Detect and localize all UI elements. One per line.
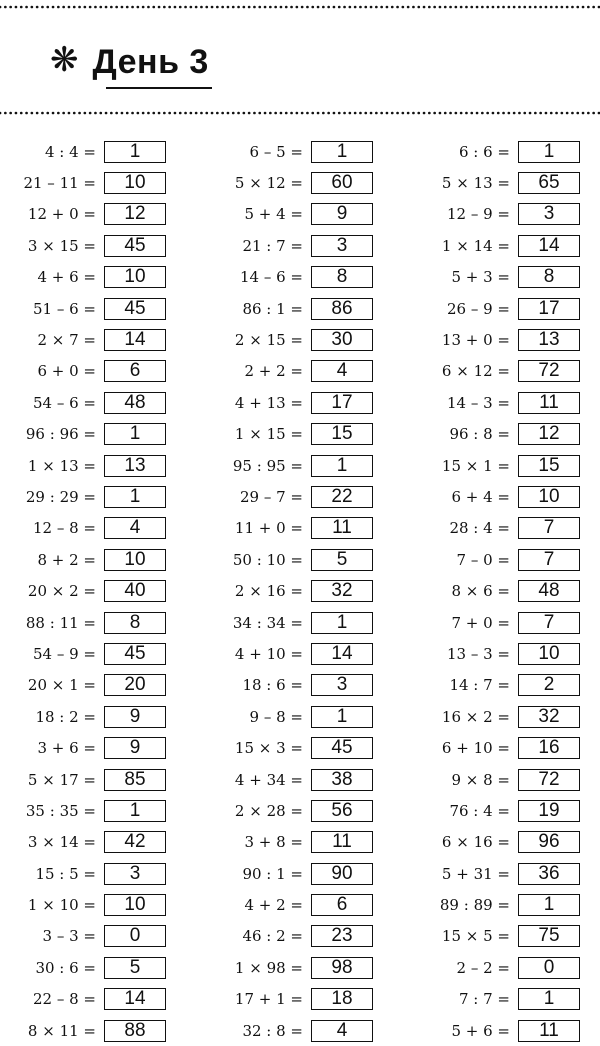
exercise-column-3 [414,136,600,1046]
answer-box[interactable]: 1 [518,988,580,1010]
answer-box[interactable]: 1 [311,455,373,477]
asterisk-icon: ❋ [50,40,79,80]
exercise-expression: 4 + 13 = [234,393,303,412]
answer-box[interactable]: 72 [518,769,580,791]
exercise-expression: 1 × 98 = [234,958,303,977]
exercise-expression: 5 + 6 = [451,1021,510,1040]
exercise-row [0,984,200,1015]
exercise-expression: 88 : 11 = [25,613,96,632]
answer-box[interactable]: 13 [518,329,580,351]
exercise-row [414,795,600,826]
exercise-row [414,952,600,983]
exercise-row [414,136,600,167]
exercise-row [414,324,600,355]
answer-box[interactable]: 48 [104,392,166,414]
exercise-row [207,952,407,983]
exercise-expression: 5 + 3 = [451,268,510,287]
exercise-expression: 2 × 16 = [234,582,303,601]
exercise-expression: 54 – 9 = [32,644,96,663]
answer-box[interactable]: 72 [518,360,580,382]
exercise-expression: 6 × 16 = [441,833,510,852]
answer-box[interactable]: 38 [311,769,373,791]
answer-box[interactable]: 75 [518,925,580,947]
exercise-expression: 3 + 6 = [37,739,96,758]
answer-box[interactable]: 1 [104,423,166,445]
day-header [50,34,209,90]
exercise-expression: 7 : 7 = [458,990,510,1009]
exercise-row [207,419,407,450]
exercise-expression: 89 : 89 = [439,896,510,915]
exercise-expression: 26 – 9 = [446,299,510,318]
exercise-row [414,921,600,952]
exercise-row [414,764,600,795]
answer-box[interactable]: 45 [311,737,373,759]
exercise-row [207,921,407,952]
dotted-border-top [0,4,600,10]
exercise-row [0,638,200,669]
exercise-row [207,827,407,858]
exercise-row [414,481,600,512]
exercise-row [0,481,200,512]
exercise-row [207,324,407,355]
exercise-expression: 1 × 13 = [27,456,96,475]
exercise-row [0,827,200,858]
answer-box[interactable]: 0 [518,957,580,979]
exercise-expression: 20 × 1 = [27,676,96,695]
exercise-row [207,1015,407,1046]
answer-box[interactable]: 10 [104,172,166,194]
exercise-expression: 3 × 14 = [27,833,96,852]
exercise-row [0,199,200,230]
answer-box[interactable]: 7 [518,612,580,634]
exercise-expression: 17 + 1 = [234,990,303,1009]
answer-box[interactable]: 85 [104,769,166,791]
answer-box[interactable]: 7 [518,517,580,539]
exercise-expression: 12 – 8 = [32,519,96,538]
exercise-row [207,575,407,606]
exercise-expression: 95 : 95 = [232,456,303,475]
exercise-expression: 13 + 0 = [441,331,510,350]
exercise-expression: 5 + 31 = [441,864,510,883]
exercise-expression: 90 : 1 = [242,864,303,883]
exercise-expression: 29 : 29 = [25,487,96,506]
exercise-expression: 4 + 10 = [234,644,303,663]
exercise-expression: 1 × 14 = [441,236,510,255]
exercise-row [0,167,200,198]
exercise-row [207,544,407,575]
exercise-expression: 96 : 8 = [449,425,510,444]
answer-box[interactable]: 20 [104,674,166,696]
exercise-expression: 35 : 35 = [25,801,96,820]
answer-box[interactable]: 98 [311,957,373,979]
exercise-row [414,513,600,544]
answer-box[interactable]: 16 [518,737,580,759]
answer-box[interactable]: 4 [311,1020,373,1042]
exercise-expression: 9 × 8 = [451,770,510,789]
answer-box[interactable]: 15 [311,423,373,445]
exercise-column-2 [207,136,407,1046]
exercise-expression: 3 × 15 = [27,236,96,255]
answer-box[interactable]: 9 [104,706,166,728]
exercise-row [414,1015,600,1046]
exercise-expression: 15 × 1 = [441,456,510,475]
exercise-row [0,952,200,983]
exercise-row [414,732,600,763]
exercise-row [0,450,200,481]
exercise-expression: 4 : 4 = [44,142,96,161]
exercise-expression: 6 + 4 = [451,487,510,506]
answer-box[interactable]: 3 [311,674,373,696]
exercise-row [0,513,200,544]
answer-box[interactable]: 23 [311,925,373,947]
exercise-expression: 6 : 6 = [458,142,510,161]
exercise-expression: 6 – 5 = [249,142,303,161]
answer-box[interactable]: 48 [518,580,580,602]
answer-box[interactable]: 86 [311,298,373,320]
answer-box[interactable]: 96 [518,831,580,853]
answer-box[interactable]: 10 [104,894,166,916]
exercise-expression: 50 : 10 = [232,550,303,569]
answer-box[interactable]: 56 [311,800,373,822]
exercise-column-1 [0,136,200,1046]
answer-box[interactable]: 1 [518,894,580,916]
exercise-row [0,324,200,355]
exercise-expression: 30 : 6 = [35,958,96,977]
exercise-row [207,293,407,324]
exercise-row [0,387,200,418]
exercise-row [207,701,407,732]
exercise-expression: 18 : 6 = [242,676,303,695]
answer-box[interactable]: 5 [311,549,373,571]
exercise-expression: 15 × 5 = [441,927,510,946]
dotted-border-bottom [0,110,600,116]
answer-box[interactable]: 1 [311,706,373,728]
exercise-row [414,858,600,889]
title-underline [106,87,212,89]
exercise-row [414,293,600,324]
exercise-expression: 51 – 6 = [32,299,96,318]
exercise-expression: 8 × 6 = [451,582,510,601]
answer-box[interactable]: 45 [104,643,166,665]
answer-box[interactable]: 10 [518,643,580,665]
answer-box[interactable]: 14 [518,235,580,257]
answer-box[interactable]: 17 [311,392,373,414]
answer-box[interactable]: 4 [104,517,166,539]
answer-box[interactable]: 42 [104,831,166,853]
answer-box[interactable]: 19 [518,800,580,822]
exercise-expression: 1 × 15 = [234,425,303,444]
exercise-row [414,889,600,920]
exercise-expression: 6 × 12 = [441,362,510,381]
answer-box[interactable]: 11 [311,831,373,853]
exercise-expression: 21 – 11 = [23,174,96,193]
exercise-row [207,262,407,293]
answer-box[interactable]: 32 [311,580,373,602]
answer-box[interactable]: 3 [104,863,166,885]
exercise-row [0,544,200,575]
answer-box[interactable]: 1 [104,800,166,822]
exercise-expression: 22 – 8 = [32,990,96,1009]
exercise-expression: 2 × 7 = [37,331,96,350]
exercise-row [414,167,600,198]
exercise-row [207,795,407,826]
answer-box[interactable]: 32 [518,706,580,728]
exercise-row [414,607,600,638]
answer-box[interactable]: 10 [104,266,166,288]
page-title: День 3 [92,42,209,81]
answer-box[interactable]: 8 [104,612,166,634]
exercise-row [0,764,200,795]
exercise-row [207,607,407,638]
answer-box[interactable]: 1 [104,486,166,508]
exercise-expression: 14 – 6 = [239,268,303,287]
exercise-expression: 76 : 4 = [449,801,510,820]
exercise-row [0,607,200,638]
exercise-expression: 12 – 9 = [446,205,510,224]
exercise-row [0,419,200,450]
exercise-expression: 28 : 4 = [449,519,510,538]
exercise-row [0,889,200,920]
exercise-row [414,544,600,575]
answer-box[interactable]: 9 [311,203,373,225]
exercise-expression: 3 – 3 = [42,927,96,946]
exercise-row [207,199,407,230]
answer-box[interactable]: 14 [104,329,166,351]
exercise-row [0,795,200,826]
exercise-expression: 5 + 4 = [244,205,303,224]
exercise-row [0,136,200,167]
exercise-expression: 7 – 0 = [456,550,510,569]
exercise-expression: 34 : 34 = [232,613,303,632]
exercise-expression: 1 × 10 = [27,896,96,915]
exercise-row [0,230,200,261]
answer-box[interactable]: 30 [311,329,373,351]
exercise-row [414,638,600,669]
exercise-row [207,230,407,261]
exercise-row [0,670,200,701]
answer-box[interactable]: 36 [518,863,580,885]
exercise-row [207,513,407,544]
exercise-expression: 18 : 2 = [35,707,96,726]
answer-box[interactable]: 8 [518,266,580,288]
exercise-row [207,984,407,1015]
exercise-expression: 5 × 13 = [441,174,510,193]
exercise-row [207,167,407,198]
exercise-expression: 54 – 6 = [32,393,96,412]
exercise-row [207,858,407,889]
exercise-expression: 14 – 3 = [446,393,510,412]
exercise-row [0,575,200,606]
exercise-row [414,450,600,481]
answer-box[interactable]: 1 [311,141,373,163]
answer-box[interactable]: 3 [311,235,373,257]
exercise-row [0,262,200,293]
exercise-expression: 2 – 2 = [456,958,510,977]
answer-box[interactable]: 10 [104,549,166,571]
answer-box[interactable]: 45 [104,298,166,320]
answer-box[interactable]: 8 [311,266,373,288]
answer-box[interactable]: 65 [518,172,580,194]
exercise-row [207,670,407,701]
answer-box[interactable]: 90 [311,863,373,885]
exercise-expression: 3 + 8 = [244,833,303,852]
exercise-row [0,701,200,732]
exercise-expression: 2 + 2 = [244,362,303,381]
exercise-row [207,764,407,795]
exercise-expression: 20 × 2 = [27,582,96,601]
exercise-expression: 32 : 8 = [242,1021,303,1040]
answer-box[interactable]: 1 [518,141,580,163]
exercise-row [414,575,600,606]
exercise-expression: 4 + 2 = [244,896,303,915]
exercise-expression: 8 + 2 = [37,550,96,569]
exercise-row [414,827,600,858]
exercise-expression: 2 × 28 = [234,801,303,820]
exercise-row [0,858,200,889]
exercise-expression: 16 × 2 = [441,707,510,726]
answer-box[interactable]: 88 [104,1020,166,1042]
answer-box[interactable]: 1 [104,141,166,163]
answer-box[interactable]: 17 [518,298,580,320]
answer-box[interactable]: 11 [311,517,373,539]
answer-box[interactable]: 10 [518,486,580,508]
exercise-row [414,230,600,261]
answer-box[interactable]: 15 [518,455,580,477]
exercise-expression: 6 + 10 = [441,739,510,758]
exercise-expression: 12 + 0 = [27,205,96,224]
exercise-row [207,732,407,763]
exercise-row [207,450,407,481]
answer-box[interactable]: 6 [311,894,373,916]
answer-box[interactable]: 4 [311,360,373,382]
exercise-row [414,199,600,230]
exercise-row [414,419,600,450]
exercise-row [0,732,200,763]
answer-box[interactable]: 14 [311,643,373,665]
exercise-row [0,356,200,387]
answer-box[interactable]: 40 [104,580,166,602]
exercise-row [207,638,407,669]
exercise-expression: 7 + 0 = [451,613,510,632]
answer-box[interactable]: 45 [104,235,166,257]
answer-box[interactable]: 9 [104,737,166,759]
exercise-expression: 15 × 3 = [234,739,303,758]
answer-box[interactable]: 3 [518,203,580,225]
exercise-expression: 46 : 2 = [242,927,303,946]
exercise-expression: 6 + 0 = [37,362,96,381]
exercise-row [414,356,600,387]
answer-box[interactable]: 60 [311,172,373,194]
answer-box[interactable]: 2 [518,674,580,696]
exercise-expression: 15 : 5 = [35,864,96,883]
answer-box[interactable]: 13 [104,455,166,477]
exercise-expression: 9 – 8 = [249,707,303,726]
exercise-expression: 5 × 17 = [27,770,96,789]
exercise-row [0,293,200,324]
exercise-expression: 2 × 15 = [234,331,303,350]
exercise-row [414,701,600,732]
exercise-row [207,387,407,418]
exercise-expression: 5 × 12 = [234,174,303,193]
answer-box[interactable]: 11 [518,392,580,414]
exercise-expression: 96 : 96 = [25,425,96,444]
answer-box[interactable]: 7 [518,549,580,571]
exercise-row [0,1015,200,1046]
exercise-row [414,670,600,701]
answer-box[interactable]: 12 [104,203,166,225]
exercise-row [207,136,407,167]
exercise-row [207,356,407,387]
exercise-expression: 21 : 7 = [242,236,303,255]
answer-box[interactable]: 18 [311,988,373,1010]
answer-box[interactable]: 12 [518,423,580,445]
answer-box[interactable]: 5 [104,957,166,979]
exercise-row [0,921,200,952]
exercise-row [207,481,407,512]
exercise-row [207,889,407,920]
answer-box[interactable]: 6 [104,360,166,382]
exercise-expression: 86 : 1 = [242,299,303,318]
exercise-expression: 4 + 34 = [234,770,303,789]
exercise-expression: 29 – 7 = [239,487,303,506]
exercise-expression: 8 × 11 = [27,1021,96,1040]
exercise-row [414,984,600,1015]
exercise-expression: 4 + 6 = [37,268,96,287]
answer-box[interactable]: 11 [518,1020,580,1042]
answer-box[interactable]: 1 [311,612,373,634]
answer-box[interactable]: 22 [311,486,373,508]
answer-box[interactable]: 14 [104,988,166,1010]
exercise-row [414,387,600,418]
exercise-expression: 13 – 3 = [446,644,510,663]
exercise-expression: 11 + 0 = [234,519,303,538]
answer-box[interactable]: 0 [104,925,166,947]
exercise-expression: 14 : 7 = [449,676,510,695]
exercise-row [414,262,600,293]
